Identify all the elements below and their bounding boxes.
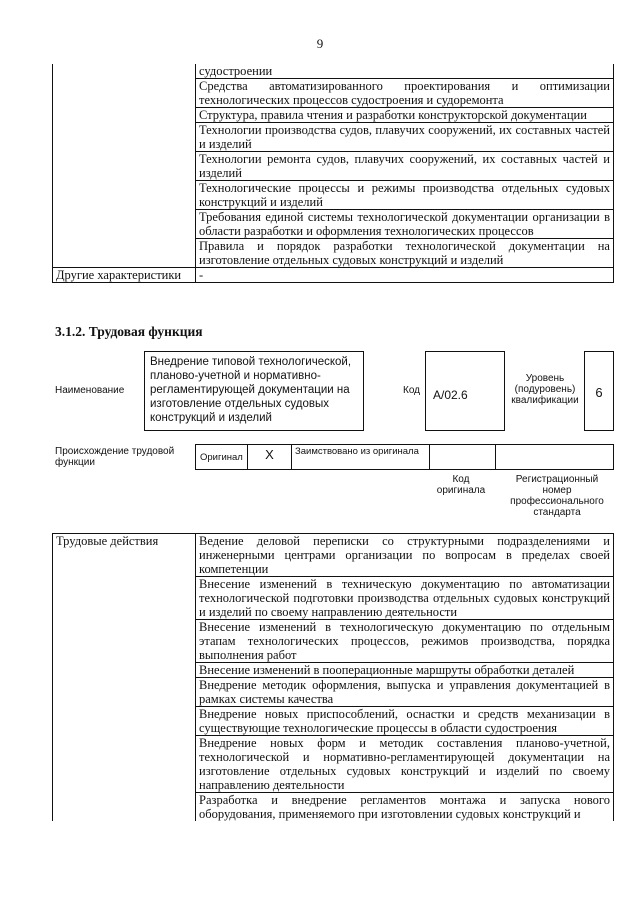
table-cell: Средства автоматизированного проектирования и оптимизации технологических процессов судостроения и судоремонта [196, 79, 614, 108]
function-code-value: А/02.6 [425, 351, 505, 431]
table-cell: Технологии ремонта судов, плавучих сооружений, их составных частей и изделий [196, 152, 614, 181]
table-cell: Внедрение новых приспособлений, оснастки и средств механизации в существующие технологические процессы в области судостроения [196, 707, 614, 736]
function-name-value: Внедрение типовой технологической, планово-учетной и нормативно-регламентирующей документации на изготовление отдельных судовых конструкций и изделий [144, 351, 364, 431]
table-cell-empty [53, 64, 196, 268]
code-label: Код [403, 385, 421, 396]
table-cell: Внедрение новых форм и методик составления планово-учетной, технологической и нормативно-регламентирующей документации на изготовление отдельных судовых конструкций и изделий по своему направлению деятельности [196, 736, 614, 793]
table-cell: Структура, правила чтения и разработки конструкторской документации [196, 108, 614, 123]
reg-number-caption: Регистрационный номер профессионального стандарта [510, 474, 604, 518]
table-row [53, 64, 614, 79]
original-mark: X [248, 445, 292, 469]
table-row [53, 534, 614, 577]
labor-actions-label: Трудовые действия [53, 534, 196, 822]
table-cell: Технологии производства судов, плавучих сооружений, их составных частей и изделий [196, 123, 614, 152]
table-cell: Технологические процессы и режимы производства отдельных судовых конструкций и изделий [196, 181, 614, 210]
code-original-caption: Код оригинала [436, 474, 486, 496]
page-number: 9 [316, 36, 324, 51]
table-row [53, 268, 614, 283]
original-label: Оригинал [196, 445, 248, 469]
table-cell: Внесение изменений в технологическую документацию по отдельным этапам технологических процессов, режимов производства, порядка выполнения работ [196, 620, 614, 663]
table-cell: судостроении [196, 64, 614, 79]
labor-actions-table [52, 533, 614, 821]
other-characteristics-label: Другие характеристики [53, 268, 196, 283]
table-cell: Требования единой системы технологической документации организации в области разработки и оформления технологических процессов [196, 210, 614, 239]
name-label: Наименование [55, 385, 125, 396]
knowledge-table [52, 64, 614, 283]
table-cell: Разработка и внедрение регламентов монтажа и запуска нового оборудования, применяемого при изготовлении судовых конструкций и [196, 793, 614, 822]
reg-number-cell [496, 445, 613, 469]
table-cell: Внесение изменений в пооперационные маршруты обработки деталей [196, 663, 614, 678]
table-cell: Внедрение методик оформления, выпуска и управления документацией в рамках системы качества [196, 678, 614, 707]
table-cell: Правила и порядок разработки технологической документации на изготовление отдельных судовых конструкций и изделий [196, 239, 614, 268]
section-title: 3.1.2. Трудовая функция [55, 324, 203, 339]
other-characteristics-value: - [196, 268, 614, 283]
level-value: 6 [584, 351, 614, 431]
origin-row [195, 444, 614, 470]
table-cell: Ведение деловой переписки со структурными подразделениями и инженерными центрами организации по вопросам в пределах своей компетенции [196, 534, 614, 577]
table-cell: Внесение изменений в техническую документацию по автоматизации технологической подготовки производства отдельных судовых конструкций и изделий по своему направлению деятельности [196, 577, 614, 620]
borrowed-label: Заимствовано из оригинала [292, 445, 430, 469]
origin-label: Происхождение трудовой функции [55, 446, 175, 468]
level-label: Уровень (подуровень) квалификации [511, 373, 579, 406]
code-original-cell [430, 445, 496, 469]
